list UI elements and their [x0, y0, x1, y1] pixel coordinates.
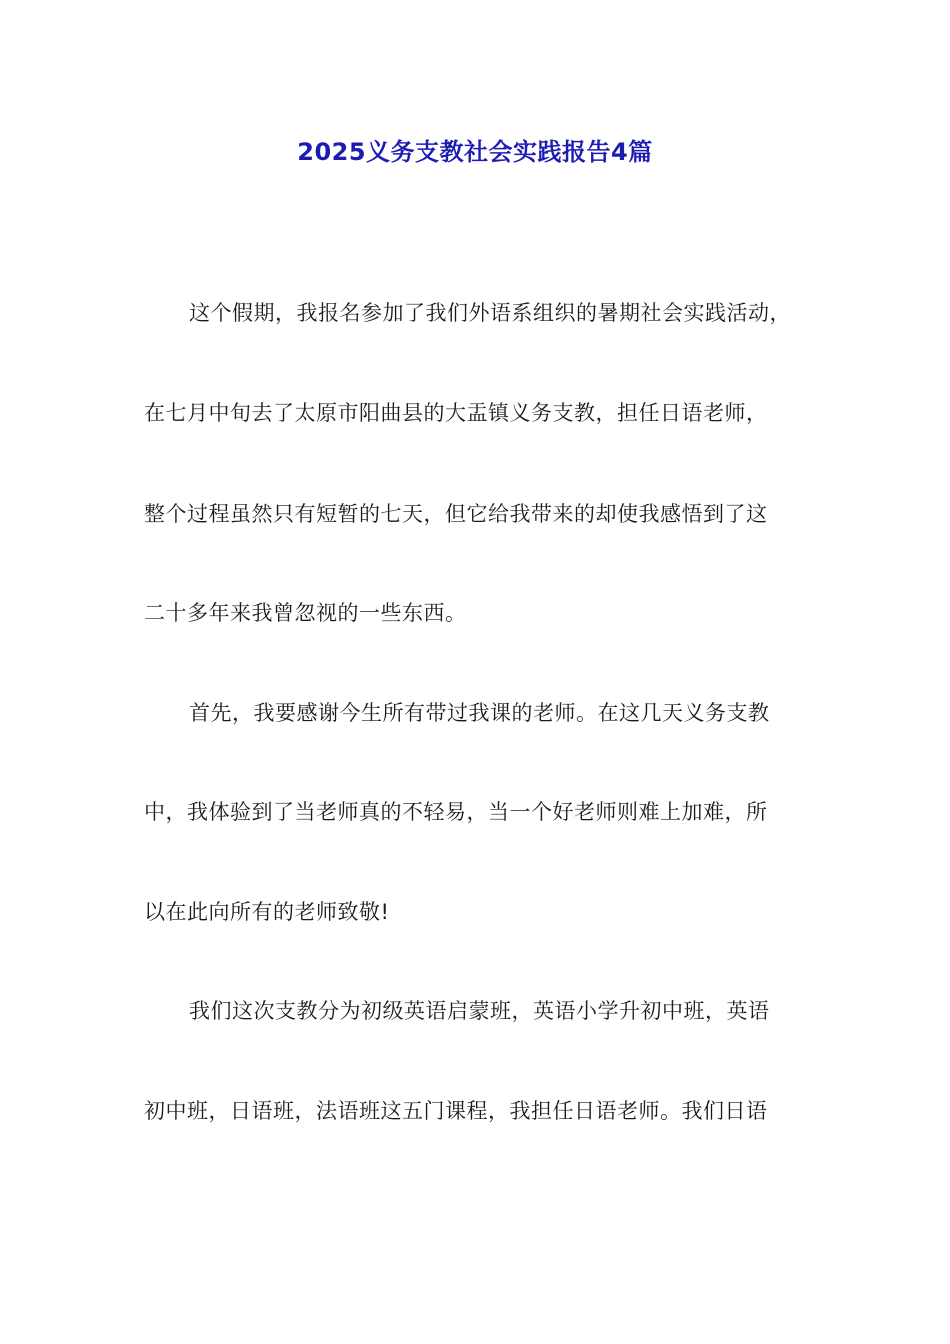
- paragraph-1-line-2: 在七月中旬去了太原市阳曲县的大盂镇义务支教，担任日语老师，: [144, 401, 768, 425]
- paragraph-2-line-2: 中，我体验到了当老师真的不轻易，当一个好老师则难上加难，所: [144, 800, 768, 824]
- paragraph-1-line-3: 整个过程虽然只有短暂的七天，但它给我带来的却使我感悟到了这: [144, 502, 768, 526]
- document-title: 2025义务支教社会实践报告4篇: [297, 138, 653, 166]
- paragraph-3-line-1: 我们这次支教分为初级英语启蒙班，英语小学升初中班，英语: [189, 999, 770, 1023]
- paragraph-1-line-1: 这个假期，我报名参加了我们外语系组织的暑期社会实践活动，: [189, 301, 791, 325]
- paragraph-2-line-1: 首先，我要感谢今生所有带过我课的老师。在这几天义务支教: [189, 701, 770, 725]
- paragraph-2-line-3: 以在此向所有的老师致敬!: [144, 900, 390, 924]
- paragraph-1-line-4: 二十多年来我曾忽视的一些东西。: [144, 601, 467, 625]
- paragraph-3-line-2: 初中班，日语班，法语班这五门课程，我担任日语老师。我们日语: [144, 1099, 768, 1123]
